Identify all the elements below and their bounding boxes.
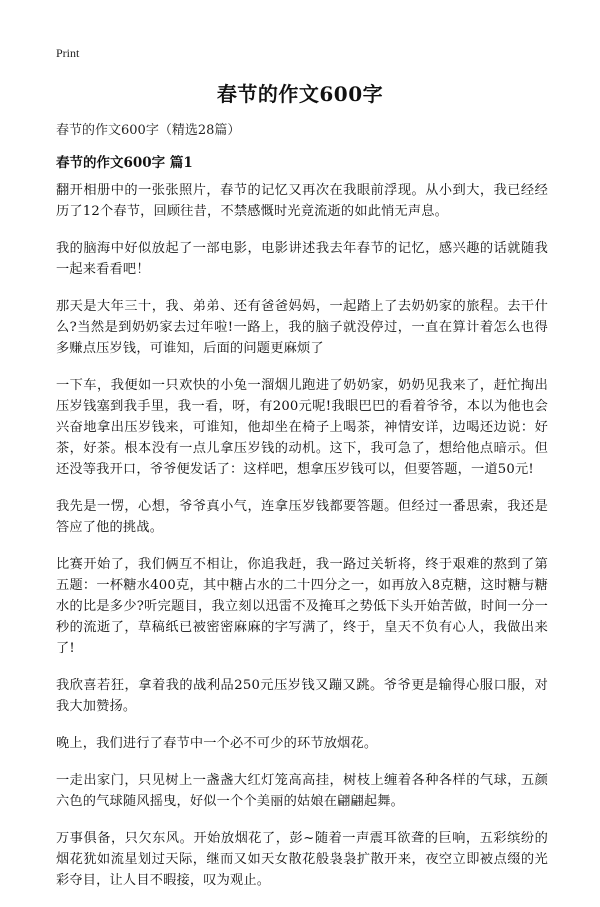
paragraph-4: 一下车，我便如一只欢快的小兔一溜烟儿跑进了奶奶家，奶奶见我来了，赶忙掏出压岁钱塞到我手里，我一看，呀，有200元呢!我眼巴巴的看着爷爷，本以为他也会兴奋地拿出压岁钱来，可谁知，他却坐在椅子上喝茶，神情安详，边喝还边说：好茶，好茶。根本没有一点儿拿压岁钱的动机。这下，我可急了，想给他点暗示。但还没等我开口，爷爷便发话了：这样吧，想拿压岁钱可以，但要答题，一道50元! — [56, 378, 548, 477]
paragraph-7: 我欣喜若狂，拿着我的战利品250元压岁钱又蹦又跳。爷爷更是输得心服口服，对我大加赞扬。 — [56, 678, 548, 714]
section-heading: 春节的作文600字 篇1 — [56, 155, 193, 171]
article-body — [56, 180, 548, 907]
page-title: 春节的作文600字 — [216, 82, 384, 106]
print-link[interactable]: Print — [56, 46, 80, 60]
paragraph-8: 晚上，我们进行了春节中一个必不可少的环节放烟花。 — [56, 736, 378, 751]
paragraph-9: 一走出家门，只见树上一盏盏大红灯笼高高挂，树枝上缠着各种各样的气球，五颜六色的气球随风摇曳，好似一个个美丽的姑娘在翩翩起舞。 — [56, 773, 548, 809]
paragraph-6: 比赛开始了，我们俩互不相让，你追我赶，我一路过关斩将，终于艰难的熬到了第五题：一杯糖水400克，其中糖占水的二十四分之一，如再放入8克糖，这时糖与糖水的比是多少?听完题目，我立刻以迅雷不及掩耳之势低下头开始苦做，时间一分一秒的流逝了，草稿纸已被密密麻麻的字写满了，终于，皇天不负有心人，我做出来了! — [56, 557, 548, 656]
paragraph-1: 翻开相册中的一张张照片，春节的记忆又再次在我眼前浮现。从小到大，我已经经历了12个春节，回顾往昔，不禁感慨时光竟流逝的如此悄无声息。 — [56, 183, 548, 219]
paragraph-10: 万事俱备，只欠东风。开始放烟花了，彭~随着一声震耳欲聋的巨响，五彩缤纷的烟花犹如流星划过天际，继而又如天女散花般袅袅扩散开来，夜空立即被点缀的光彩夺目，让人目不暇接，叹为观止。 — [56, 831, 548, 888]
paragraph-2: 我的脑海中好似放起了一部电影，电影讲述我去年春节的记忆，感兴趣的话就随我一起来看看吧！ — [56, 241, 548, 277]
document-subtitle: 春节的作文600字（精选28篇） — [56, 123, 241, 138]
paragraph-5: 我先是一愣，心想，爷爷真小气，连拿压岁钱都要答题。但经过一番思索，我还是答应了他的挑战。 — [56, 499, 548, 535]
paragraph-3: 那天是大年三十，我、弟弟、还有爸爸妈妈，一起踏上了去奶奶家的旅程。去干什么?当然是到奶奶家去过年啦!一路上，我的脑子就没停过，一直在算计着怎么也得多赚点压岁钱，可谁知，后面的问题更麻烦了 — [56, 299, 548, 356]
